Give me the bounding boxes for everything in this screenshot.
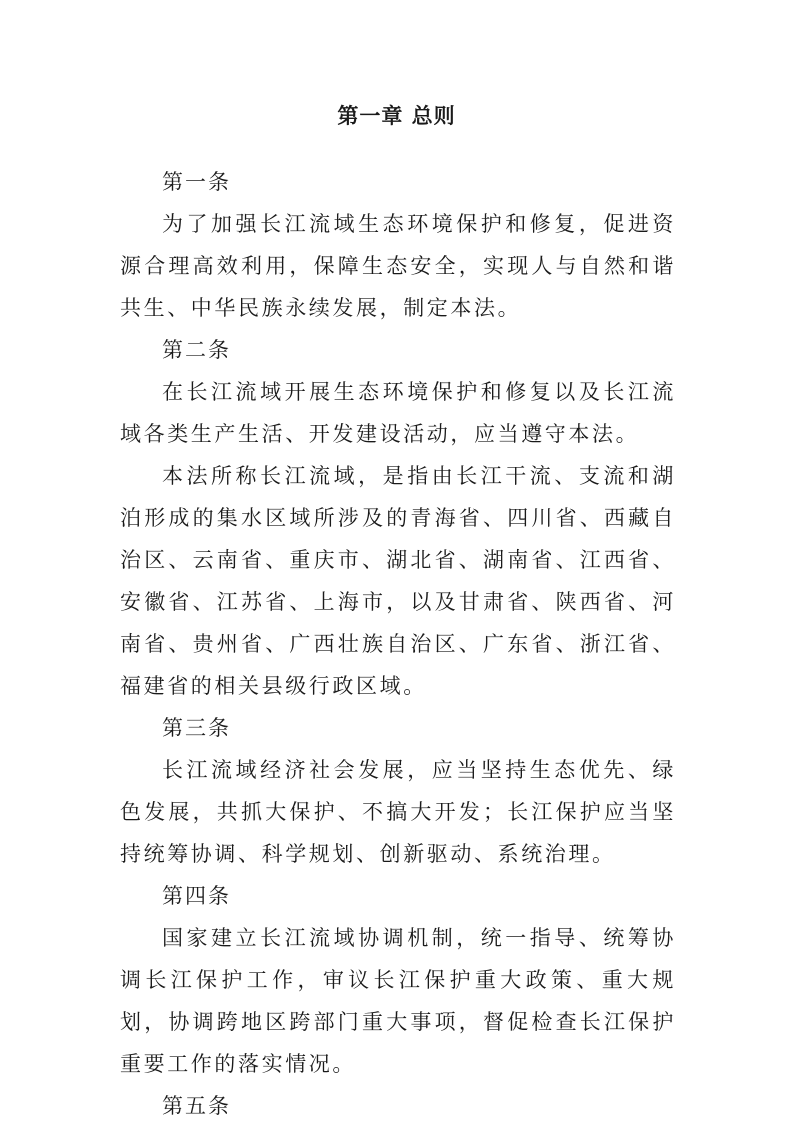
article-paragraph: 长江流域经济社会发展，应当坚持生态优先、绿色发展，共抓大保护、不搞大开发；长江保护应当坚持统筹协调、科学规划、创新驱动、系统治理。 xyxy=(120,758,676,866)
article-heading: 第四条 xyxy=(162,884,231,908)
article-heading: 第二条 xyxy=(162,338,231,362)
article-2 xyxy=(120,329,676,707)
article-paragraph: 国家建立长江流域协调机制，统一指导、统筹协调长江保护工作，审议长江保护重大政策、重大规划，协调跨地区跨部门重大事项，督促检查长江保护重要工作的落实情况。 xyxy=(120,926,676,1076)
article-heading: 第三条 xyxy=(162,716,231,740)
article-heading: 第一条 xyxy=(162,170,231,194)
article-1 xyxy=(120,161,676,329)
chapter-title: 第一章 总则 xyxy=(337,104,456,128)
article-paragraph: 本法所称长江流域，是指由长江干流、支流和湖泊形成的集水区域所涉及的青海省、四川省、西藏自治区、云南省、重庆市、湖北省、湖南省、江西省、安徽省、江苏省、上海市，以及甘肃省、陕西省、河南省、贵州省、广西壮族自治区、广东省、浙江省、福建省的相关县级行政区域。 xyxy=(120,464,676,698)
article-4 xyxy=(120,875,676,1085)
article-3 xyxy=(120,707,676,875)
article-heading: 第五条 xyxy=(162,1094,231,1118)
article-5 xyxy=(120,1085,676,1127)
document-body xyxy=(120,161,676,1127)
article-paragraph: 为了加强长江流域生态环境保护和修复，促进资源合理高效利用，保障生态安全，实现人与自然和谐共生、中华民族永续发展，制定本法。 xyxy=(120,212,676,320)
article-paragraph: 在长江流域开展生态环境保护和修复以及长江流域各类生产生活、开发建设活动，应当遵守本法。 xyxy=(120,380,676,446)
